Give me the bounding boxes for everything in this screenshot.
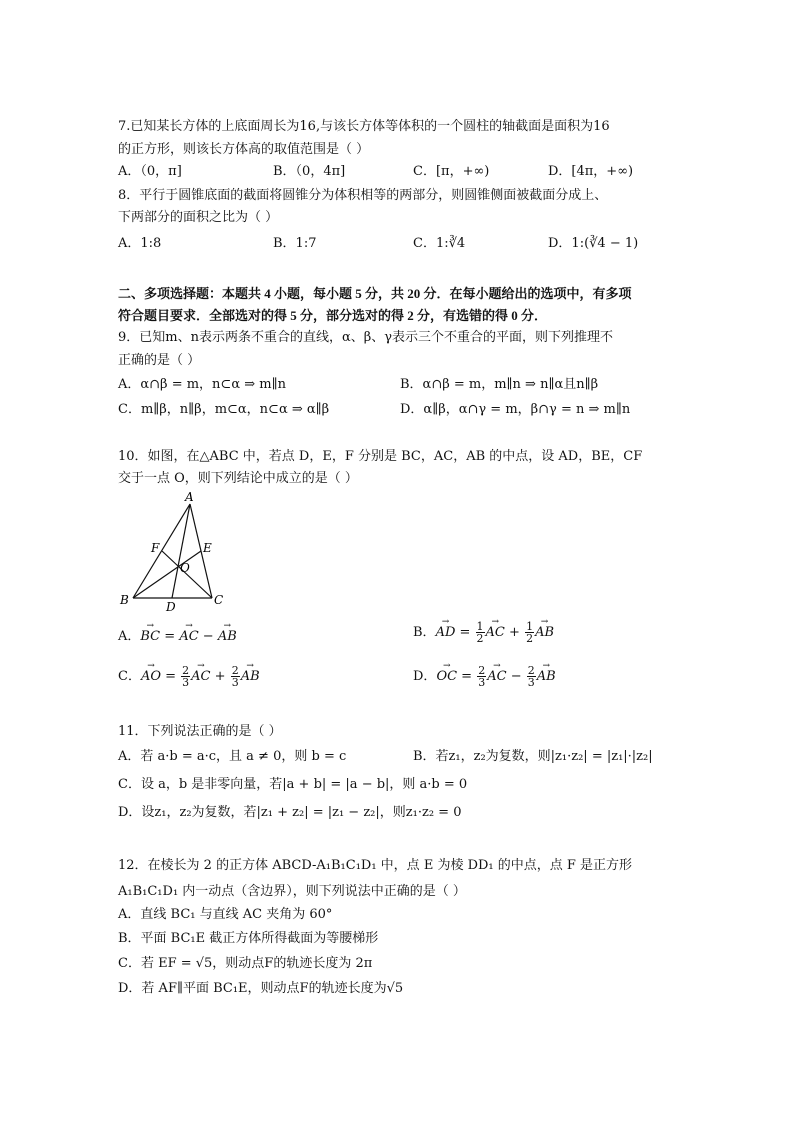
denominator: 3 (478, 676, 486, 689)
vector-ab: → AB (535, 618, 554, 642)
q8-option-b: B．1:7 (273, 236, 317, 251)
vertex-label-a: A (185, 490, 194, 504)
vector-bc: → BC (140, 622, 160, 646)
q11-option-a: A．若 a·b = a·c，且 a ≠ 0，则 b = c (118, 749, 347, 764)
q9-option-a: A．α∩β = m，n⊂α ⇒ m∥n (118, 377, 286, 392)
section2-header-line1: 二、多项选择题：本题共 4 小题，每小题 5 分，共 20 分．在每小题给出的选项中，有多项 (118, 286, 632, 301)
q12-option-d: D．若 AF∥平面 BC₁E，则动点F的轨迹长度为√5 (118, 981, 404, 996)
fraction (525, 621, 534, 644)
q10-option-b-prefix: B． (413, 625, 436, 640)
q10-option-c-prefix: C． (118, 669, 141, 684)
numerator: 1 (476, 620, 484, 633)
numerator: 2 (182, 664, 190, 677)
operator: − (198, 629, 218, 644)
q8-option-a: A．1:8 (118, 236, 162, 251)
denominator: 2 (476, 632, 484, 645)
equals-sign: = (455, 625, 475, 640)
vector-ab: → AB (537, 662, 556, 686)
q9-option-b: B．α∩β = m，m∥n ⇒ n∥α且n∥β (400, 377, 599, 392)
fraction (477, 665, 486, 688)
vector-oc: → OC (436, 662, 457, 686)
section2-header-line2: 符合题目要求．全部选对的得 5 分，部分选对的得 2 分，有选错的得 0 分． (118, 308, 548, 323)
q9-option-c: C．m∥β，n∥β，m⊂α，n⊂α ⇒ α∥β (118, 402, 330, 417)
vertex-label-c: C (214, 593, 224, 607)
q7-option-b: B．（0，4π] (273, 164, 346, 179)
numerator: 2 (231, 664, 239, 677)
point-label-e: E (203, 541, 212, 555)
q10-stem-line2: 交于一点 O，则下列结论中成立的是（ ） (118, 471, 358, 486)
q10-option-a (118, 622, 237, 646)
q10-option-c (118, 662, 260, 688)
q9-option-d: D．α∥β，α∩γ = m，β∩γ = n ⇒ m∥n (400, 402, 631, 417)
numerator: 2 (478, 664, 486, 677)
q9-stem-line2: 正确的是（ ） (118, 353, 201, 368)
q8-stem-line1: 8．平行于圆锥底面的截面将圆锥分为体积相等的两部分，则圆锥侧面被截面分成上、 (118, 188, 608, 203)
vector-ac: → AC (487, 662, 506, 686)
fraction (231, 665, 240, 688)
denominator: 2 (526, 632, 534, 645)
q8-option-c: C．1:∛4 (413, 236, 466, 251)
vertex-label-b: B (120, 593, 129, 607)
vector-ao: → AO (141, 662, 161, 686)
q11-option-b: B．若z₁，z₂为复数，则|z₁·z₂| = |z₁|·|z₂| (413, 749, 653, 764)
q7-option-d: D．[4π，+∞) (548, 164, 634, 179)
vector-ac: → AC (486, 618, 505, 642)
q12-option-a: A．直线 BC₁ 与直线 AC 夹角为 60° (118, 907, 333, 922)
q12-option-c: C．若 EF = √5，则动点F的轨迹长度为 2π (118, 956, 373, 971)
fraction (181, 665, 190, 688)
point-label-o: O (180, 561, 190, 575)
q11-option-d: D．设z₁，z₂为复数，若|z₁ + z₂| = |z₁ − z₂|，则z₁·z₂ = 0 (118, 805, 462, 820)
point-label-f: F (151, 541, 160, 555)
q12-stem-line2: A₁B₁C₁D₁ 内一动点（含边界），则下列说法中正确的是（ ） (118, 884, 466, 899)
numerator: 1 (526, 620, 534, 633)
q10-option-a-prefix: A． (118, 629, 141, 644)
denominator: 3 (182, 676, 190, 689)
denominator: 3 (231, 676, 239, 689)
q9-stem-line1: 9．已知m、n表示两条不重合的直线，α、β、γ表示三个不重合的平面，则下列推理不 (118, 330, 614, 345)
vector-ab: → AB (218, 622, 237, 646)
q10-option-d (413, 662, 556, 688)
vector-ab: → AB (241, 662, 260, 686)
q11-stem: 11．下列说法正确的是（ ） (118, 724, 282, 739)
equals-sign: = (161, 669, 181, 684)
triangle-figure (115, 488, 235, 613)
vector-ac: → AC (179, 622, 198, 646)
q12-stem-line1: 12．在棱长为 2 的正方体 ABCD-A₁B₁C₁D₁ 中，点 E 为棱 DD₁ 的中点，点 F 是正方形 (118, 858, 633, 873)
q7-option-c: C．[π，+∞) (413, 164, 490, 179)
point-label-d: D (166, 600, 176, 613)
operator: + (504, 625, 525, 640)
vector-ad: → AD (436, 618, 456, 642)
fraction (527, 665, 536, 688)
operator: − (506, 669, 526, 684)
q8-option-d: D．1:(∛4 − 1) (548, 236, 639, 251)
q10-option-b (413, 618, 554, 644)
q7-option-a: A．（0，π] (118, 164, 182, 179)
vector-ac: → AC (191, 662, 210, 686)
median-be (133, 551, 201, 598)
denominator: 3 (527, 676, 535, 689)
q7-stem-line1: 7.已知某长方体的上底面周长为16,与该长方体等体积的一个圆柱的轴截面是面积为16 (118, 119, 610, 134)
q10-stem-line1: 10．如图，在△ABC 中，若点 D，E，F 分别是 BC，AC，AB 的中点，设 AD，BE，CF (118, 449, 643, 464)
q11-option-c: C．设 a，b 是非零向量，若|a + b| = |a − b|，则 a·b = 0 (118, 777, 468, 792)
equals-sign: = (457, 669, 477, 684)
equals-sign: = (160, 629, 180, 644)
numerator: 2 (527, 664, 535, 677)
operator: + (210, 669, 230, 684)
q10-option-d-prefix: D． (413, 669, 437, 684)
q12-option-b: B．平面 BC₁E 截正方体所得截面为等腰梯形 (118, 931, 379, 946)
fraction (476, 621, 485, 644)
q8-stem-line2: 下两部分的面积之比为（ ） (118, 210, 279, 225)
q7-stem-line2: 的正方形，则该长方体高的取值范围是（ ） (118, 142, 370, 157)
